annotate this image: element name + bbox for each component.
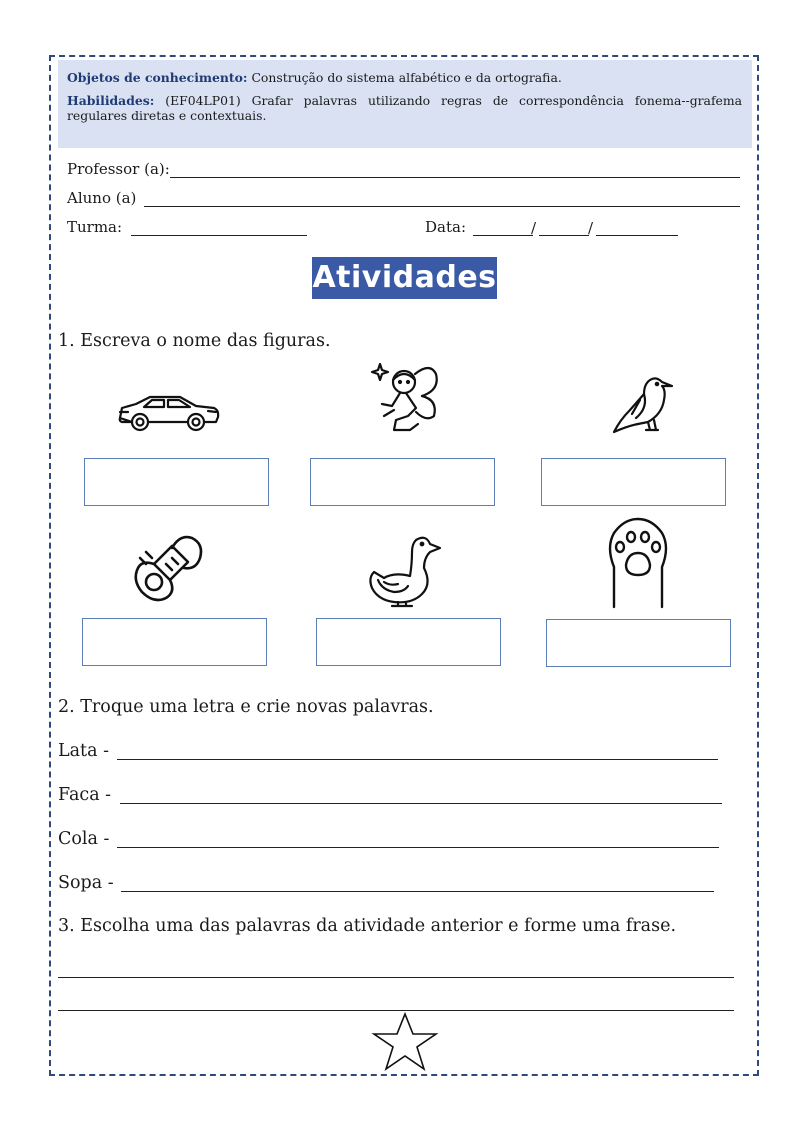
question-2: 2. Troque uma letra e crie novas palavras. bbox=[58, 697, 434, 717]
objetos-line bbox=[67, 70, 742, 85]
data-slash-2: / bbox=[588, 219, 594, 237]
sentence-line-1[interactable] bbox=[58, 977, 734, 978]
word-lata-line[interactable] bbox=[117, 759, 718, 760]
word-sopa-line[interactable] bbox=[121, 891, 714, 892]
paw-icon bbox=[602, 517, 674, 609]
word-cola-line[interactable] bbox=[117, 847, 719, 848]
duck-icon bbox=[364, 532, 444, 608]
data-slash-1: / bbox=[531, 219, 537, 237]
car-icon bbox=[116, 392, 222, 434]
objetos-label: Objetos de conhecimento: bbox=[67, 70, 248, 85]
fairy-icon bbox=[370, 360, 442, 436]
word-faca: Faca - bbox=[58, 785, 112, 805]
habilidades-line bbox=[67, 93, 742, 123]
data-day-line[interactable] bbox=[473, 235, 533, 236]
answer-box-paw[interactable] bbox=[546, 619, 731, 667]
data-year-line[interactable] bbox=[596, 235, 678, 236]
header-box bbox=[58, 60, 752, 148]
answer-box-fairy[interactable] bbox=[310, 458, 495, 506]
professor-label: Professor (a): bbox=[67, 160, 170, 178]
answer-box-car[interactable] bbox=[84, 458, 269, 506]
data-month-line[interactable] bbox=[539, 235, 589, 236]
answer-box-duck[interactable] bbox=[316, 618, 501, 666]
aluno-line[interactable] bbox=[144, 206, 740, 207]
page-title: Atividades bbox=[312, 257, 497, 299]
data-label: Data: bbox=[425, 218, 466, 236]
aluno-label: Aluno (a) bbox=[67, 189, 137, 207]
objetos-text: Construção do sistema alfabético e da ortografia. bbox=[247, 70, 562, 85]
question-1: 1. Escreva o nome das figuras. bbox=[58, 331, 331, 351]
turma-label: Turma: bbox=[67, 218, 123, 236]
word-lata: Lata - bbox=[58, 741, 109, 761]
word-sopa: Sopa - bbox=[58, 873, 114, 893]
turma-line[interactable] bbox=[131, 235, 307, 236]
sentence-line-2[interactable] bbox=[58, 1010, 734, 1011]
professor-line[interactable] bbox=[170, 177, 740, 178]
habilidades-label: Habilidades: bbox=[67, 93, 155, 108]
question-3: 3. Escolha uma das palavras da atividade anterior e forme uma frase. bbox=[58, 916, 677, 936]
answer-box-pacifier[interactable] bbox=[82, 618, 267, 666]
habilidades-text: (EF04LP01) Grafar palavras utilizando regras de correspondência fonema--grafema regulares diretas e contextuais. bbox=[67, 93, 742, 123]
word-cola: Cola - bbox=[58, 829, 110, 849]
word-faca-line[interactable] bbox=[120, 803, 722, 804]
pacifier-icon bbox=[128, 530, 208, 610]
bird-icon bbox=[610, 372, 676, 434]
star-icon bbox=[370, 1012, 440, 1072]
answer-box-bird[interactable] bbox=[541, 458, 726, 506]
